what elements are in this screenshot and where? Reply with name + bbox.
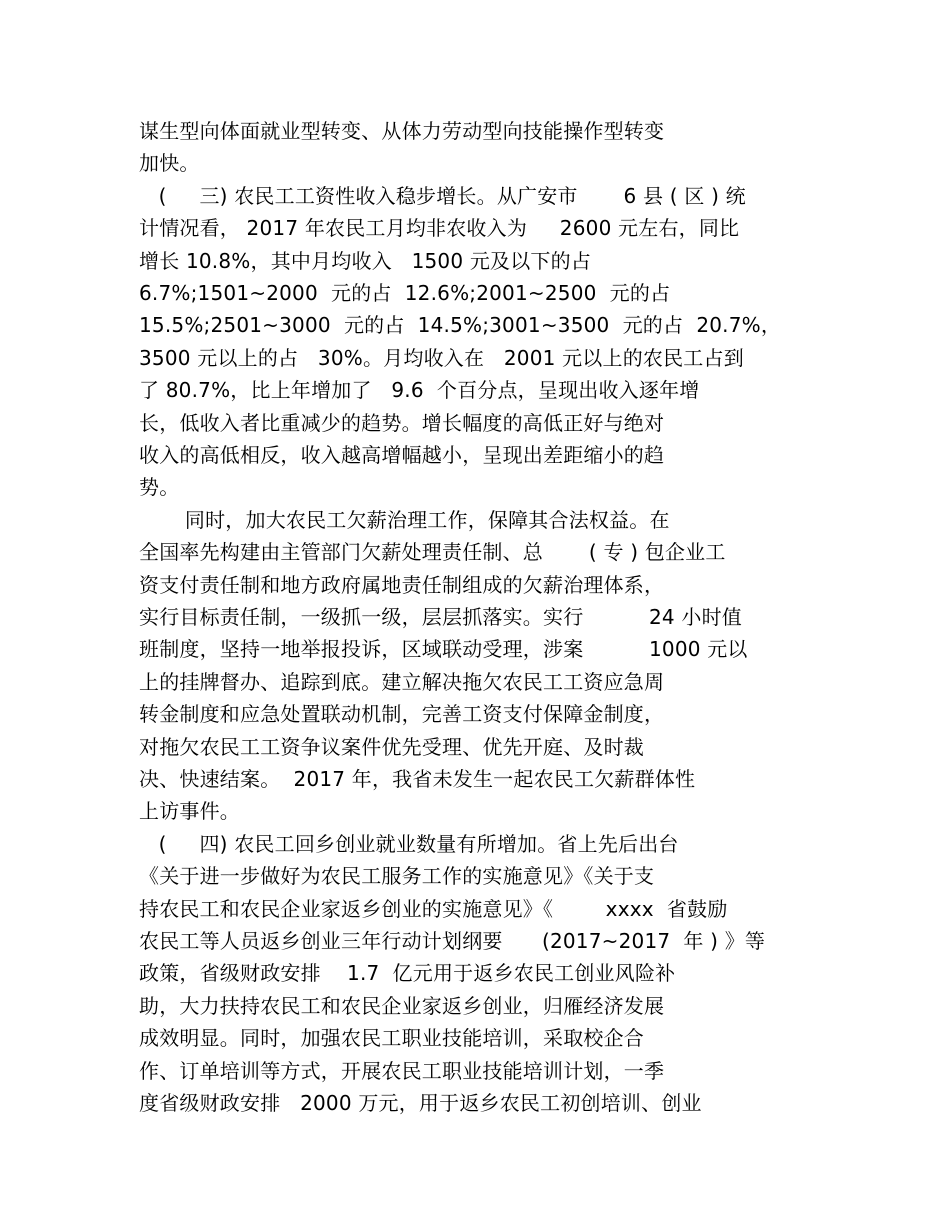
text-line-13: 同时，加大农民工欠薪治理工作，保障其合法权益。在 [139,507,670,532]
text-line-9: 了 80.7%，比上年增加了 9.6 个百分点，呈现出收入逐年增 [139,378,700,403]
text-line-12: 势。 [139,475,180,500]
text-line-2: 加快。 [139,151,200,176]
text-line-15: 资支付责任制和地方政府属地责任制组成的欠薪治理体系， [139,572,665,597]
text-line-17: 班制度，坚持一地举报投诉，区域联动受理，涉案 1000 元以 [139,637,748,662]
text-line-30: 作、订单培训等方式，开展农民工职业技能培训计划，一季 [139,1058,665,1083]
text-line-19: 转金制度和应急处置联动机制，完善工资支付保障金制度， [139,702,665,727]
text-line-28: 助，大力扶持农民工和农民企业家返乡创业，归雁经济发展 [139,993,665,1018]
text-line-29: 成效明显。同时，加强农民工职业技能培训，采取校企合 [139,1026,644,1051]
text-line-11: 收入的高低相反，收入越高增幅越小，呈现出差距缩小的趋 [139,443,665,467]
text-line-25: 持农民工和农民企业家返乡创业的实施意见》《 xxxx 省鼓励 [139,896,728,921]
text-line-21: 决、快速结案。 2017 年，我省未发生一起农民工欠薪群体性 [139,767,696,791]
text-line-14: 全国率先构建由主管部门欠薪处理责任制、总 ( 专 ) 包企业工 [139,540,726,565]
text-line-22: 上访事件。 [139,799,240,824]
text-line-23: ( 四) 农民工回乡创业就业数量有所增加。省上先后出台 [139,831,679,856]
text-line-26: 农民工等人员返乡创业三年行动计划纲要 (2017~2017 年 ) 》等 [139,929,766,953]
text-line-27: 政策，省级财政安排 1.7 亿元用于返乡农民工创业风险补 [139,961,676,986]
text-line-3: ( 三) 农民工工资性收入稳步增长。从广安市 6 县 ( 区 ) 统 [139,183,746,208]
text-line-8: 3500 元以上的占 30%。月均收入在 2001 元以上的农民工占到 [139,345,744,370]
text-line-24: 《关于进一步做好为农民工服务工作的实施意见》《关于支 [139,864,655,889]
text-line-20: 对拖欠农民工工资争议案件优先受理、优先开庭、及时裁 [139,734,644,759]
text-line-10: 长，低收入者比重减少的趋势。增长幅度的高低正好与绝对 [139,410,665,435]
text-line-6: 6.7%;1501~2000 元的占 12.6%;2001~2500 元的占 [139,281,671,305]
text-line-5: 增长 10.8%，其中月均收入 1500 元及以下的占 [139,248,592,273]
text-line-18: 上的挂牌督办、追踪到底。建立解决拖欠农民工工资应急周 [139,669,665,694]
text-line-1: 谋生型向体面就业型转变、从体力劳动型向技能操作型转变 [139,119,665,143]
text-line-4: 计情况看， 2017 年农民工月均非农收入为 2600 元左右，同比 [139,216,740,241]
text-line-7: 15.5%;2501~3000 元的占 14.5%;3001~3500 元的占 20.7%， [139,313,782,338]
text-line-16: 实行目标责任制，一级抓一级，层层抓落实。实行 24 小时值 [139,605,742,629]
text-line-31: 度省级财政安排 2000 万元，用于返乡农民工初创培训、创业 [139,1091,702,1115]
